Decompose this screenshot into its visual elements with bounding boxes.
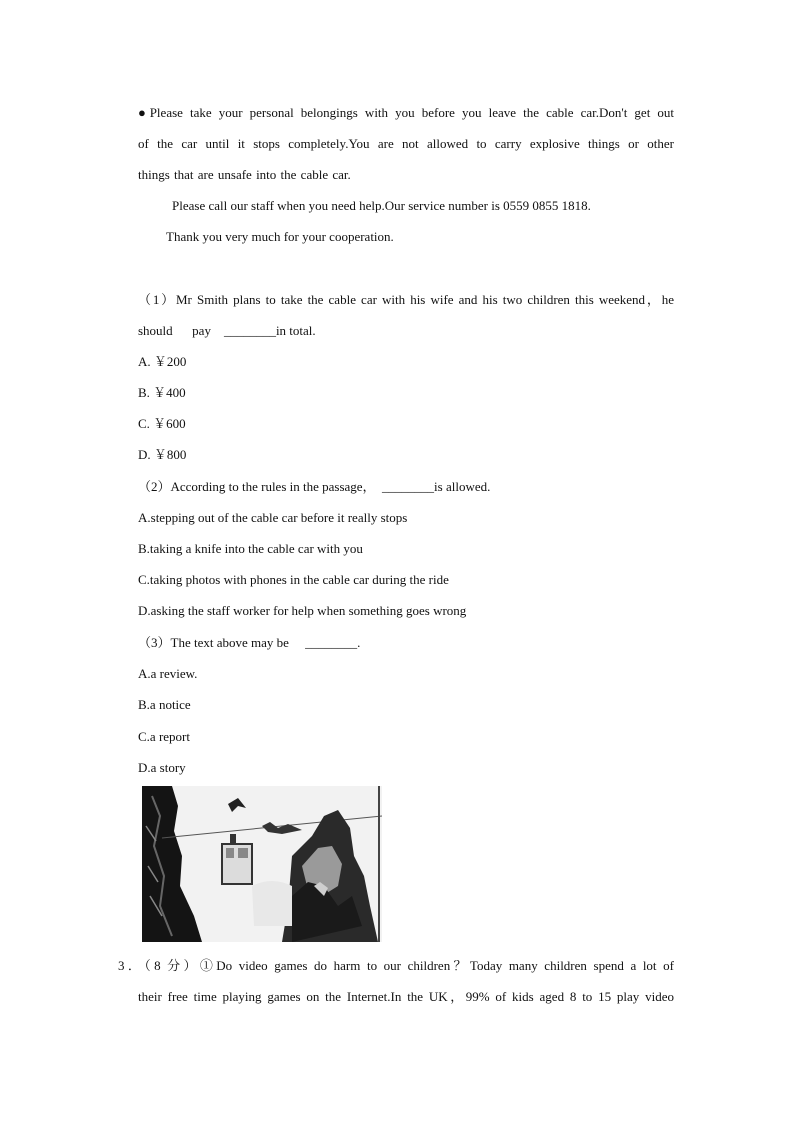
notice-line-2: of the car until it stops completely.You are not allowed to carry explosive things or other [138,136,674,151]
q3-option-c: C.a report [138,729,190,744]
q3-option-d: D.a story [138,760,186,775]
q1-option-b: B. ￥400 [138,385,186,400]
q2-option-d: D.asking the staff worker for help when something goes wrong [138,603,467,618]
q2-option-c: C.taking photos with phones in the cable car during the ride [138,572,449,587]
q3-main-line-2: their free time playing games on the Internet.In the UK，99% of kids aged 8 to 15 play video [138,989,674,1004]
q1-stem-line-1: （1）Mr Smith plans to take the cable car with his wife and his two children this weekend，he [138,292,674,307]
q3-option-b: B.a notice [138,697,191,712]
q3-option-a: A.a review. [138,666,198,681]
q3-stem: （3）The text above may be ________. [138,635,361,650]
cable-car-photo [142,786,382,942]
bullet-glyph: ● [138,105,150,120]
notice-call-line: Please call our staff when you need help.Our service number is 0559 0855 1818. [172,198,591,213]
question-number: 3． [118,958,145,973]
q1-option-d: D. ￥800 [138,447,187,462]
q2-stem: （2）According to the rules in the passage， ________is allowed. [138,479,491,494]
notice-line-1: ●Please take your personal belongings with you before you leave the cable car.Don't get out [138,105,675,120]
notice-thanks-line: Thank you very much for your cooperation. [166,229,394,244]
question-score: （8 分） [144,958,200,973]
q3-main-line-1: 3．（8 分）①Do video games do harm to our children？Today many children spend a lot of [118,958,674,973]
q1-stem-line-2: should pay ________in total. [138,323,316,338]
q2-option-b: B.taking a knife into the cable car with you [138,541,363,556]
q2-option-a: A.stepping out of the cable car before it really stops [138,510,408,525]
q1-option-a: A. ￥200 [138,354,187,369]
circled-number: ① [199,958,217,973]
q1-option-c: C. ￥600 [138,416,186,431]
notice-line-3: things that are unsafe into the cable car. [138,167,351,182]
